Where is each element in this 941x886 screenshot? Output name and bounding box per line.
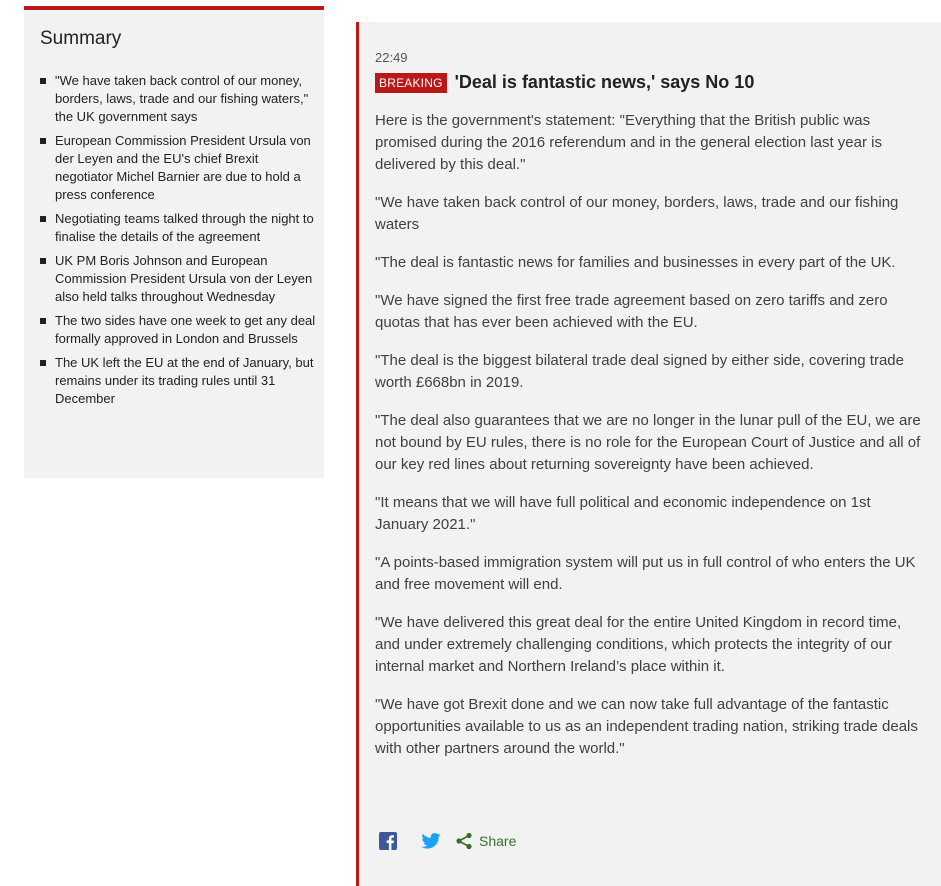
post-paragraph: "The deal also guarantees that we are no longer in the lunar pull of the EU, we are not bound by EU rules, there is no role for the European Court of Justice and all of our key red lines about returning sovereignty have been achieved. bbox=[375, 412, 921, 473]
post-paragraph: "We have taken back control of our money, borders, laws, trade and our fishing waters bbox=[375, 194, 899, 233]
bullet-icon bbox=[40, 216, 46, 222]
summary-item-text: The two sides have one week to get any deal formally approved in London and Brussels bbox=[55, 313, 316, 346]
summary-panel bbox=[24, 6, 324, 478]
post-paragraph: "It means that we will have full political and economic independence on 1st January 2021." bbox=[375, 494, 871, 533]
bullet-icon bbox=[40, 258, 46, 264]
post-paragraph: "The deal is fantastic news for families and businesses in every part of the UK. bbox=[375, 254, 896, 271]
share-bar bbox=[379, 832, 516, 850]
summary-item bbox=[40, 132, 316, 204]
live-post bbox=[356, 22, 941, 886]
post-paragraph: Here is the government's statement: "Everything that the British public was promised during the 2016 referendum and in the general election last year is delivered by this deal." bbox=[375, 112, 882, 173]
summary-item bbox=[40, 252, 316, 306]
summary-item-text: Negotiating teams talked through the night to finalise the details of the agreement bbox=[55, 211, 314, 244]
summary-item bbox=[40, 312, 316, 348]
summary-item-text: "We have taken back control of our money, borders, laws, trade and our fishing waters," the UK government says bbox=[55, 73, 309, 124]
post-headline bbox=[375, 72, 754, 93]
bullet-icon bbox=[40, 138, 46, 144]
post-title: 'Deal is fantastic news,' says No 10 bbox=[454, 72, 755, 92]
twitter-icon[interactable] bbox=[421, 833, 441, 849]
post-paragraph: "We have got Brexit done and we can now take full advantage of the fantastic opportunities available to us as an independent trading nation, striking trade deals with other partners around the world." bbox=[375, 696, 918, 757]
bullet-icon bbox=[40, 360, 46, 366]
share-link[interactable]: Share bbox=[479, 833, 517, 849]
summary-item bbox=[40, 72, 316, 126]
post-paragraph: "A points-based immigration system will put us in full control of who enters the UK and free movement will end. bbox=[375, 554, 916, 593]
breaking-badge: BREAKING bbox=[375, 73, 447, 93]
post-time: 22:49 bbox=[375, 50, 408, 65]
summary-item-text: The UK left the EU at the end of January, but remains under its trading rules until 31 December bbox=[55, 355, 314, 406]
facebook-icon[interactable] bbox=[379, 832, 397, 850]
summary-item bbox=[40, 210, 316, 246]
summary-list bbox=[40, 72, 316, 414]
post-body bbox=[375, 110, 927, 776]
summary-heading: Summary bbox=[40, 28, 122, 49]
post-paragraph: "The deal is the biggest bilateral trade deal signed by either side, covering trade worth £668bn in 2019. bbox=[375, 352, 904, 391]
summary-item-text: UK PM Boris Johnson and European Commission President Ursula von der Leyen also held talks throughout Wednesday bbox=[55, 253, 313, 304]
post-paragraph: "We have signed the first free trade agreement based on zero tariffs and zero quotas that has ever been achieved with the EU. bbox=[375, 292, 888, 331]
bullet-icon bbox=[40, 78, 46, 84]
summary-item bbox=[40, 354, 316, 408]
share-icon[interactable] bbox=[455, 832, 473, 850]
post-paragraph: "We have delivered this great deal for the entire United Kingdom in record time, and under extremely challenging conditions, which protects the integrity of our internal market and Northern Ireland’s place within it. bbox=[375, 614, 902, 675]
summary-item-text: European Commission President Ursula von der Leyen and the EU's chief Brexit negotiator Michel Barnier are due to hold a press conference bbox=[55, 133, 311, 202]
bullet-icon bbox=[40, 318, 46, 324]
